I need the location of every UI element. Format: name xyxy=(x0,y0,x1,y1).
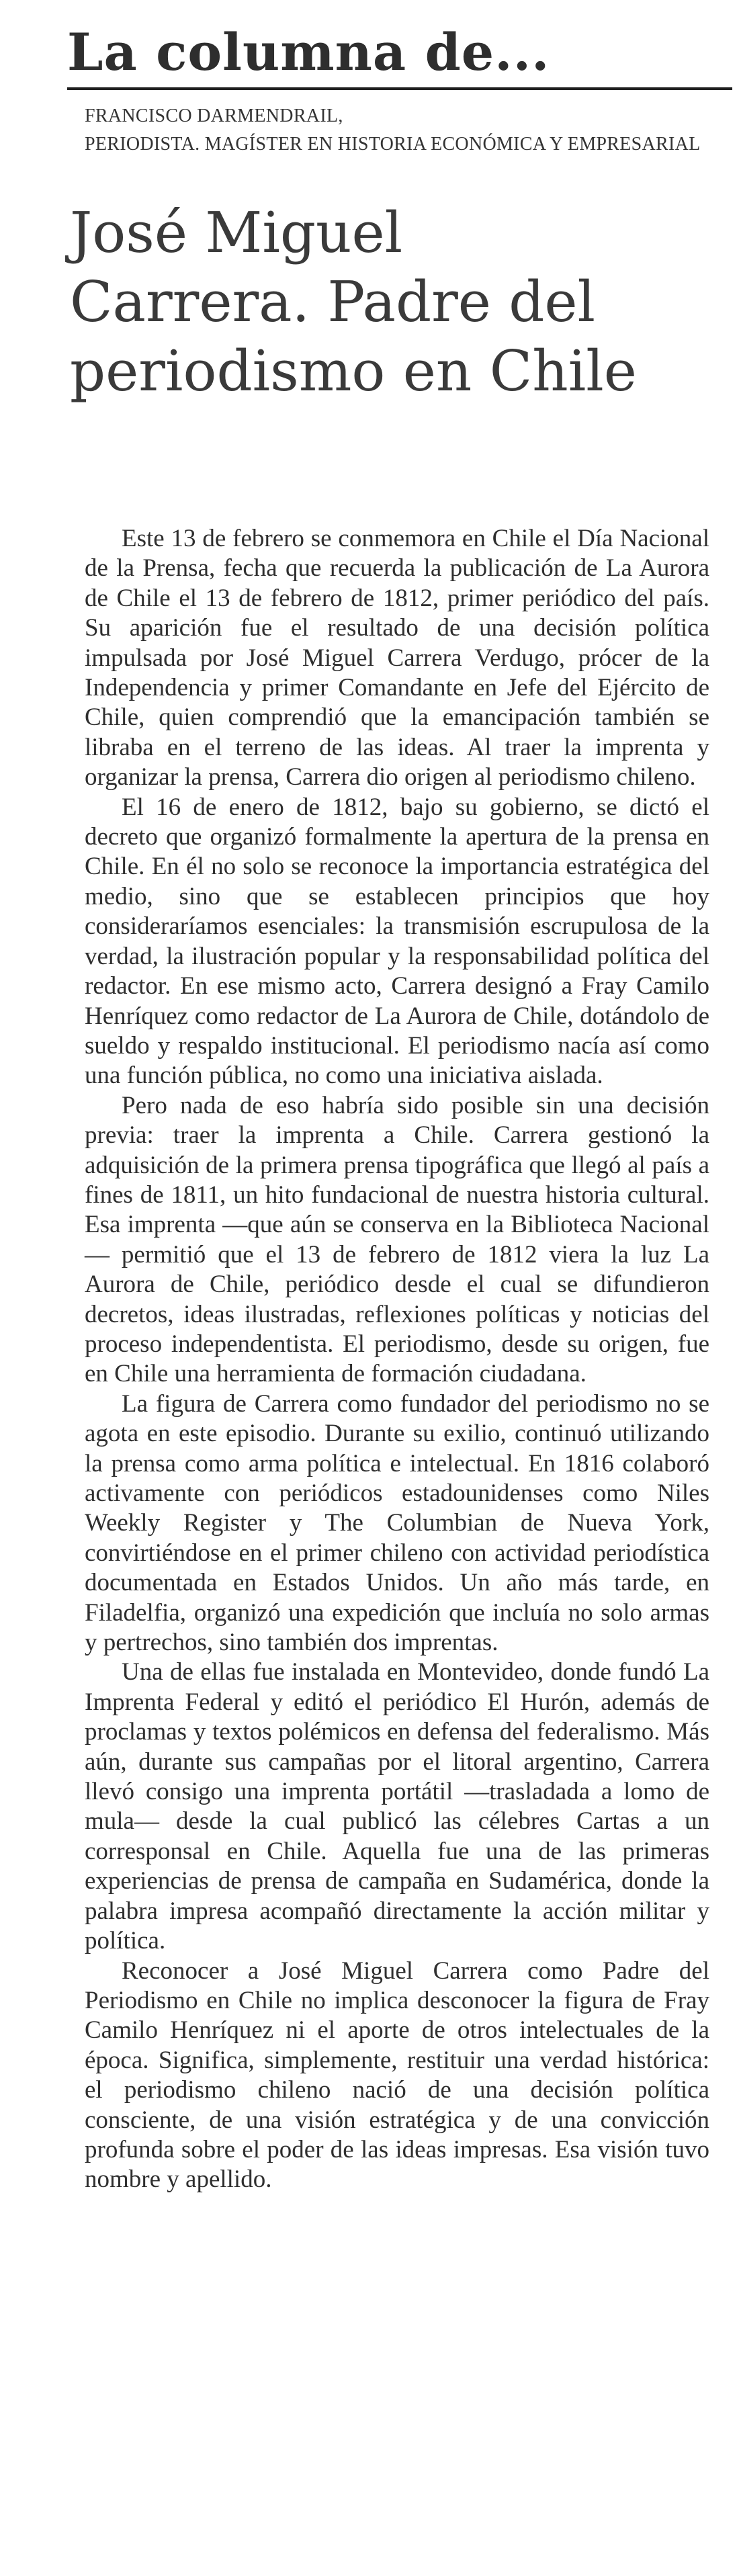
article-headline: José Miguel Carrera. Padre del periodismo en Chile xyxy=(70,200,637,404)
article-paragraph: Una de ellas fue instalada en Montevideo, donde fundó La Imprenta Federal y editó el periódico El Hurón, además de proclamas y textos polémicos en defensa del federalismo. Más aún, durante sus campañas por el litoral argentino, Carrera llevó consigo una imprenta portátil —trasladada a lomo de mula— desde la cual publicó las célebres Cartas a un corresponsal en Chile. Aquella fue una de las primeras experiencias de prensa de campaña en Sudamérica, donde la palabra impresa acompañó directamente la acción militar y política. xyxy=(85,1658,709,1955)
article-paragraph: La figura de Carrera como fundador del periodismo no se agota en este episodio. Durante su exilio, continuó utilizando la prensa como arma política e intelectual. En 1816 colaboró activamente con periódicos estadounidenses como Niles Weekly Register y The Columbian de Nueva York, convirtiéndose en el primer chileno con actividad periodística documentada en Estados Unidos. Un año más tarde, en Filadelfia, organizó una expedición que incluía no solo armas y pertrechos, sino también dos imprentas. xyxy=(85,1389,709,1657)
author-credentials: PERIODISTA. MAGÍSTER EN HISTORIA ECONÓMICA Y EMPRESARIAL xyxy=(85,134,701,155)
column-title: La columna de... xyxy=(67,22,550,82)
author-name: FRANCISCO DARMENDRAIL, xyxy=(85,105,343,126)
masthead-divider xyxy=(67,87,732,90)
article-paragraph: El 16 de enero de 1812, bajo su gobierno, se dictó el decreto que organizó formalmente la apertura de la prensa en Chile. En él no solo se reconoce la importancia estratégica del medio, sino que se establecen principios que hoy consideraríamos esenciales: la transmisión escrupulosa de la verdad, la ilustración popular y la responsabilidad política del redactor. En ese mismo acto, Carrera designó a Fray Camilo Henríquez como redactor de La Aurora de Chile, dotándolo de sueldo y respaldo institucional. El periodismo nacía así como una función pública, no como una iniciativa aislada. xyxy=(85,793,709,1090)
article-body xyxy=(85,524,709,2195)
article-paragraph: Pero nada de eso habría sido posible sin una decisión previa: traer la imprenta a Chile. Carrera gestionó la adquisición de la primera prensa tipográfica que llegó al país a fines de 1811, un hito fundacional de nuestra historia cultural. Esa imprenta —que aún se conserva en la Biblioteca Nacional— permitió que el 13 de febrero de 1812 viera la luz La Aurora de Chile, periódico desde el cual se difundieron decretos, ideas ilustradas, reflexiones políticas y noticias del proceso independentista. El periodismo, desde su origen, fue en Chile una herramienta de formación ciudadana. xyxy=(85,1091,709,1388)
article-paragraph: Este 13 de febrero se conmemora en Chile el Día Nacional de la Prensa, fecha que recuerda la publicación de La Aurora de Chile el 13 de febrero de 1812, primer periódico del país. Su aparición fue el resultado de una decisión política impulsada por José Miguel Carrera Verdugo, prócer de la Independencia y primer Comandante en Jefe del Ejército de Chile, quien comprendió que la emancipación también se libraba en el terreno de las ideas. Al traer la imprenta y organizar la prensa, Carrera dio origen al periodismo chileno. xyxy=(85,525,709,791)
column-masthead xyxy=(67,22,732,101)
author-byline xyxy=(85,102,701,159)
article-paragraph: Reconocer a José Miguel Carrera como Padre del Periodismo en Chile no implica desconocer la figura de Fray Camilo Henríquez ni el aporte de otros intelectuales de la época. Significa, simplemente, restituir una verdad histórica: el periodismo chileno nació de una decisión política consciente, de una visión estratégica y de una convicción profunda sobre el poder de las ideas impresas. Esa visión tuvo nombre y apellido. xyxy=(85,1957,709,2194)
